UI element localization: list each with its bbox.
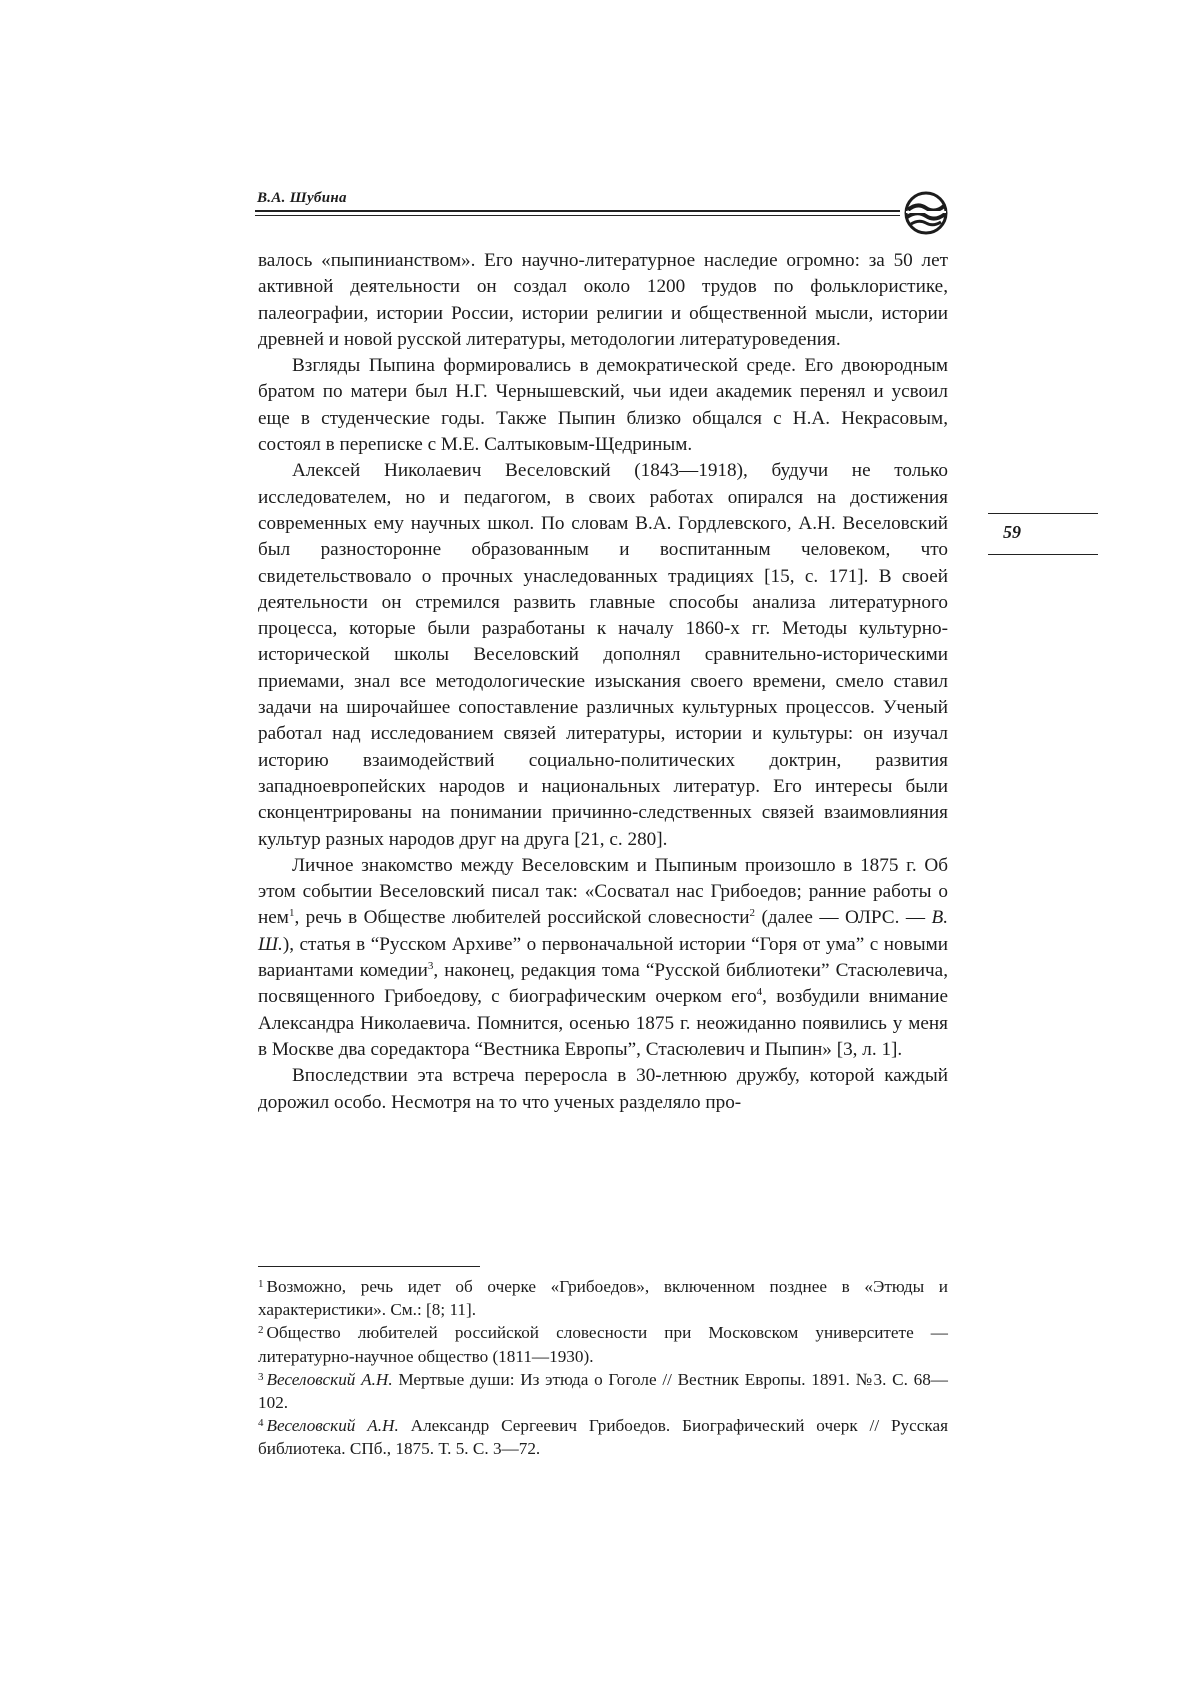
footnote-text: Общество любителей российской словесности при Московском университете — литературно-научное общество (1811—1930). bbox=[258, 1323, 948, 1366]
footnote-ref-2: 2 bbox=[749, 907, 756, 920]
footnote-ref-4: 4 bbox=[756, 986, 763, 999]
footnote-text: Возможно, речь идет об очерке «Грибоедов», включенном позднее в «Этюды и характеристики». См.: [8; 11]. bbox=[258, 1277, 948, 1320]
footnote-2 bbox=[258, 1321, 948, 1367]
footnote-text: Мертвые души: Из этюда о Гоголе // Вестник Европы. 1891. №3. С. 68—102. bbox=[258, 1369, 948, 1413]
paragraph-1: валось «пыпинианством». Его научно-литературное наследие огромно: за 50 лет активной деятельности он создал около 1200 трудов по фольклористике, палеографии, истории России, истории религии и общественной мысли, истории древней и новой русской литературы, методологии литературоведения. bbox=[258, 250, 948, 350]
editor-initials: В. Ш. bbox=[258, 907, 948, 955]
footnote-author: Веселовский А.Н. bbox=[266, 1416, 399, 1436]
footnote-4 bbox=[258, 1414, 948, 1460]
footnote-text: Александр Сергеевич Грибоедов. Биографический очерк // Русская библиотека. СПб., 1875. Т. 5. С. 3—72. bbox=[258, 1416, 948, 1459]
paragraph-3: Алексей Николаевич Веселовский (1843—1918), будучи не только исследователем, но и педагогом, в своих работах опирался на достижения современных ему научных школ. По словам В.А. Гордлевского, А.Н. Веселовский был разносторонне образованным и воспитанным человеком, что свидетельствовало о прочных унаследованных традициях [15, с. 171]. В своей деятельности он стремился развить главные способы анализа литературного процесса, которые были разработаны к началу 1860-х гг. Методы культурно-исторической школы Веселовский дополнял сравнительно-историческими приемами, знал все методологические изыскания своего времени, смело ставил задачи на широчайшее сопоставление различных культурных процессов. Ученый работал над исследованием связей литературы, истории и культуры: он изучал историю взаимодействий социально-политических доктрин, развития западноевропейских народов и национальных литератур. Его интересы были сконцентрированы на понимании причинно-следственных связей взаимовлияния культур разных народов друг на друга [21, с. 280]. bbox=[258, 460, 948, 850]
footnotes bbox=[258, 1275, 948, 1461]
footnote-ref-1: 1 bbox=[288, 907, 295, 920]
running-head bbox=[255, 190, 955, 230]
footnote-number: 4 bbox=[258, 1417, 264, 1430]
wave-globe-logo-icon bbox=[903, 190, 949, 236]
paragraph-4-text-1: Личное знакомство между Веселовским и Пыпиным произошло в 1875 г. Об этом событии Веселовский писал так: «Сосватал нас Грибоедов; ранние работы о нем bbox=[258, 854, 948, 929]
footnote-3 bbox=[258, 1368, 948, 1414]
footnote-number: 2 bbox=[258, 1324, 264, 1337]
footnote-ref-3: 3 bbox=[427, 960, 434, 973]
footnote-author: Веселовский А.Н. bbox=[266, 1369, 393, 1389]
footnote-separator bbox=[258, 1266, 480, 1267]
paragraph-5: Впоследствии эта встреча переросла в 30-летнюю дружбу, которой каждый дорожил особо. Несмотря на то что ученых разделяло про- bbox=[258, 1065, 948, 1113]
paragraph-4-text-3: (далее — ОЛРС. — bbox=[755, 907, 932, 929]
paragraph-4-text-2: , речь в Обществе любителей российской словесности bbox=[294, 907, 750, 929]
header-rule-thin bbox=[255, 215, 900, 216]
running-head-author: В.А. Шубина bbox=[257, 190, 347, 206]
header-rule-thick bbox=[255, 210, 900, 212]
paragraph-2: Взгляды Пыпина формировались в демократической среде. Его двоюродным братом по матери был Н.Г. Чернышевский, чьи идеи академик перенял и усвоил еще в студенческие годы. Также Пыпин близко общался с Н.А. Некрасовым, состоял в переписке с М.Е. Салтыковым-Щедриным. bbox=[258, 355, 948, 456]
main-text bbox=[258, 248, 948, 1116]
page-number: 59 bbox=[1003, 522, 1021, 542]
paragraph-4-text-6: , возбудили внимание Александра Николаевича. Помнится, осенью 1875 г. неожиданно появились у меня в Москве два соредактора “Вестника Европы”, Стасюлевич и Пыпин» [3, л. 1]. bbox=[258, 986, 948, 1060]
page-number-box bbox=[988, 513, 1098, 555]
footnote-1 bbox=[258, 1275, 948, 1321]
footnote-number: 1 bbox=[258, 1278, 264, 1290]
paragraph-4 bbox=[258, 853, 948, 1063]
paragraph-4-text-4: ), статья в “Русском Архиве” о первоначальной истории “Горя от ума” с новыми вариантами комедии bbox=[258, 933, 948, 982]
footnote-number: 3 bbox=[258, 1370, 264, 1383]
paragraph-4-text-5: , наконец, редакция тома “Русской библиотеки” Стасюлевича, посвященного Грибоедову, с биографическим очерком его bbox=[258, 960, 948, 1008]
